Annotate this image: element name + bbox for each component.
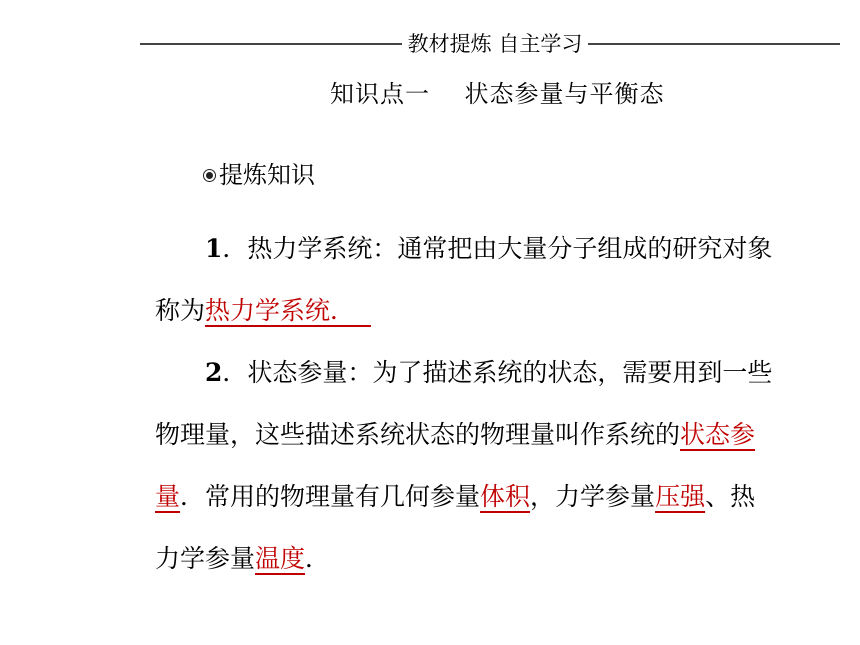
text: 力学参量 (155, 544, 256, 573)
text: ，力学参量 (530, 482, 656, 511)
header-label: 教材提炼 自主学习 (407, 32, 583, 56)
answer-blank: 压强 (655, 482, 706, 511)
text: 物理量，这些描述系统状态的物理量叫作系统的 (155, 420, 681, 449)
paragraph-1-line-1 (155, 218, 795, 280)
paragraph-2-line-1 (155, 342, 795, 404)
text: ． (305, 544, 331, 573)
header-bar (140, 26, 840, 62)
text: 称为 (155, 296, 206, 325)
answer-blank-trailing (355, 296, 371, 325)
answer-blank: 量 (155, 482, 181, 511)
sub-heading-text: 提炼知识 (219, 161, 315, 189)
item-number: 1 (205, 234, 223, 263)
paragraph-1-line-2 (155, 280, 795, 342)
header-rule-right (588, 43, 840, 45)
bullet-icon (203, 169, 216, 182)
sub-heading (203, 155, 315, 190)
paragraph-2 (155, 342, 795, 590)
text: 、热 (705, 482, 756, 511)
section-title: 知识点一 状态参量与平衡态 (330, 80, 665, 108)
answer-blank: 热力学系统． (205, 296, 356, 325)
text: ．状态参量：为了描述系统的状态，需要用到一些 (222, 358, 773, 387)
answer-blank: 状态参 (680, 420, 756, 449)
paragraph-2-line-2 (155, 404, 795, 466)
paragraph-1 (155, 218, 795, 342)
answer-blank: 温度 (255, 544, 306, 573)
text: ．常用的物理量有几何参量 (180, 482, 481, 511)
paragraph-2-line-4 (155, 528, 795, 590)
item-number: 2 (205, 358, 223, 387)
answer-blank: 体积 (480, 482, 531, 511)
paragraph-2-line-3 (155, 466, 795, 528)
text: ．热力学系统：通常把由大量分子组成的研究对象 (222, 234, 773, 263)
header-rule-left (140, 43, 402, 45)
